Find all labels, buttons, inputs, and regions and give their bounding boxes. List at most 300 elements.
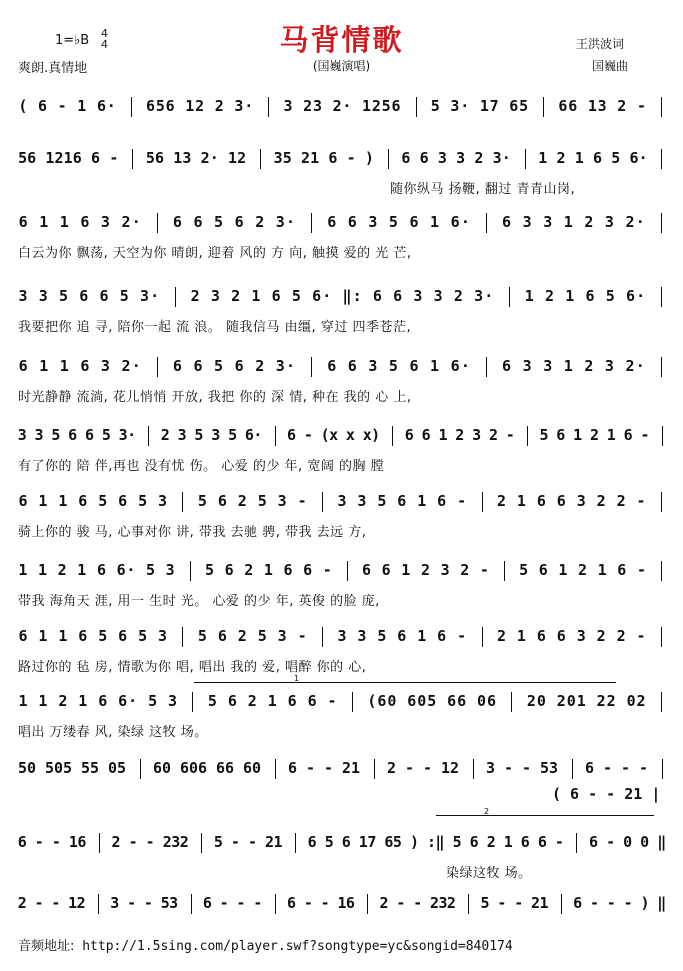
note-glyph: 1 — [440, 759, 451, 777]
note-glyph: - — [514, 894, 524, 912]
note-glyph: 3 — [275, 357, 285, 375]
note-glyph: 6 — [457, 692, 467, 710]
note-glyph: 3 — [368, 213, 378, 231]
note-glyph: · — [253, 426, 263, 444]
note-glyph: 3 — [18, 287, 28, 305]
note-glyph: 2 — [255, 213, 265, 231]
note-glyph: 1 — [417, 627, 427, 645]
note-glyph: ) — [371, 426, 381, 444]
note-glyph: 5 — [18, 149, 28, 167]
note-glyph: 5 — [519, 561, 529, 579]
system-notes — [18, 688, 666, 714]
system-notes — [18, 209, 666, 235]
note-glyph: 6 — [287, 759, 298, 777]
meter-bottom: 4 — [101, 38, 108, 51]
bar-line — [504, 561, 505, 581]
note-glyph: 6 — [469, 833, 479, 851]
note-glyph: 2 — [255, 357, 265, 375]
note-glyph: 2 — [625, 213, 635, 231]
bar-line — [352, 692, 353, 712]
note-glyph: 2 — [596, 692, 606, 710]
note-glyph: 6 — [99, 287, 109, 305]
note-glyph: 3 — [337, 492, 347, 510]
bar-line — [190, 561, 191, 581]
note-glyph: 2 — [386, 759, 397, 777]
note-glyph: 1 — [68, 833, 78, 851]
time-signature — [101, 28, 108, 50]
note-glyph: 5 — [155, 97, 165, 115]
note-glyph: - — [297, 492, 307, 510]
note-glyph: 6 — [307, 692, 317, 710]
note-glyph: 1 — [587, 97, 597, 115]
note-glyph: · — [342, 97, 352, 115]
note-glyph: 1 — [538, 149, 548, 167]
note-glyph: 6 — [80, 213, 90, 231]
note-glyph: 6 — [397, 627, 407, 645]
singer-credit: (国巍演唱) — [312, 59, 371, 73]
bar-line — [132, 149, 133, 169]
note-glyph: · — [128, 692, 138, 710]
note-glyph: 2 — [58, 692, 68, 710]
note-glyph: 6 — [154, 149, 164, 167]
note-glyph: 1 — [251, 287, 261, 305]
note-glyph: 6 — [152, 759, 163, 777]
note-glyph: 6 — [18, 357, 28, 375]
note-glyph: 5 — [427, 692, 437, 710]
note-glyph: ( — [18, 97, 28, 115]
note-glyph: 3 — [158, 492, 168, 510]
note-glyph: 5 — [324, 833, 334, 851]
system-lyrics: 时光静静 流淌, 花儿悄悄 开放, 我把 你的 深 情, 种在 我的 心 上, — [18, 390, 412, 405]
bar-line — [99, 833, 100, 853]
note-glyph: 5 — [119, 287, 129, 305]
note-glyph: 6 — [303, 561, 313, 579]
bar-line — [374, 759, 375, 779]
note-glyph: 6 — [391, 97, 401, 115]
bar-line — [662, 759, 663, 779]
note-glyph: 6 — [397, 492, 407, 510]
note-glyph: - — [636, 561, 646, 579]
bar-line — [131, 97, 132, 117]
audio-url[interactable] — [18, 935, 513, 954]
note-glyph: - — [34, 894, 44, 912]
note-glyph: - — [127, 894, 137, 912]
bar-line — [486, 213, 487, 233]
note-glyph: 3 — [604, 357, 614, 375]
note-glyph: 5 — [611, 149, 621, 167]
bar-line — [473, 759, 474, 779]
bar-line — [191, 894, 192, 914]
note-glyph: 2 — [596, 492, 606, 510]
note-glyph: 1 — [516, 492, 526, 510]
system-lyrics: 路过你的 毡 房, 情歌为你 唱, 唱出 我的 爱, 唱醉 你的 心, — [18, 660, 367, 675]
note-glyph: 1 — [362, 97, 372, 115]
note-glyph: 3 — [210, 287, 220, 305]
note-glyph: 1 — [539, 894, 549, 912]
note-glyph: 5 — [480, 894, 490, 912]
bar-line — [576, 833, 577, 853]
bar-line — [275, 426, 276, 446]
note-glyph: 5 — [44, 759, 55, 777]
note-glyph: 1 — [77, 97, 87, 115]
note-glyph: 5 — [207, 692, 217, 710]
note-glyph: 1 — [524, 287, 534, 305]
note-glyph: - — [253, 894, 263, 912]
system-lyrics: 白云为你 飘荡, 天空为你 晴朗, 迎着 风的 方 向, 触摸 爱的 光 芒, — [18, 246, 412, 261]
note-glyph: - — [247, 833, 257, 851]
note-glyph: - — [143, 894, 153, 912]
note-glyph: 1 — [38, 561, 48, 579]
note-glyph: 1 — [563, 357, 573, 375]
note-glyph: 5 — [388, 213, 398, 231]
note-glyph: 6 — [234, 357, 244, 375]
note-glyph: 6 — [536, 627, 546, 645]
bar-line — [367, 894, 368, 914]
bar-line — [182, 492, 183, 512]
note-glyph: 3 — [474, 287, 484, 305]
system-lyrics: 有了你的 陪 伴,再也 没有忧 伤。 心爱 的少 年, 宽阔 的胸 膛 — [18, 459, 385, 474]
note-glyph: 6 — [401, 149, 411, 167]
note-glyph: 6 — [447, 692, 457, 710]
note-glyph: 1 — [77, 561, 87, 579]
note-glyph: 6 — [347, 213, 357, 231]
note-glyph: 5 — [204, 561, 214, 579]
note-glyph: · — [127, 426, 137, 444]
note-glyph: 3 — [413, 287, 423, 305]
note-glyph: 6 — [96, 97, 106, 115]
note-glyph: 6 — [328, 149, 338, 167]
note-glyph: - — [236, 894, 246, 912]
ending-repeat-open: ( 6 - - 21 | — [552, 785, 661, 803]
note-glyph: ( — [367, 692, 377, 710]
note-glyph: 3 — [273, 149, 283, 167]
note-glyph: 1 — [173, 149, 183, 167]
note-glyph: 3 — [597, 97, 607, 115]
note-glyph: 2 — [488, 426, 498, 444]
note-glyph: · — [322, 287, 332, 305]
note-glyph: - — [413, 894, 423, 912]
note-glyph: 5 — [98, 627, 108, 645]
note-glyph: 6 — [556, 627, 566, 645]
note-glyph: 5 — [51, 426, 61, 444]
note-glyph: ‖ — [657, 833, 667, 851]
bar-line — [525, 149, 526, 169]
note-glyph: 3 — [171, 833, 181, 851]
note-glyph: 3 — [337, 627, 347, 645]
note-glyph: 5 — [228, 426, 238, 444]
note-glyph: - — [320, 894, 330, 912]
bar-line — [661, 287, 662, 307]
note-glyph: 1 — [227, 149, 237, 167]
bar-line — [661, 213, 662, 233]
note-glyph: 6 — [80, 357, 90, 375]
audio-url-link[interactable]: http://1.5sing.com/player.swf?songtype=yc&songid=840174 — [82, 939, 513, 954]
note-glyph: - — [51, 833, 61, 851]
note-glyph: 6 — [347, 357, 357, 375]
note-glyph: 6 — [286, 894, 297, 912]
note-glyph: 5 — [214, 213, 224, 231]
note-glyph: 3 — [438, 894, 448, 912]
bar-line — [527, 426, 528, 446]
note-glyph: 2 — [449, 759, 460, 777]
note-glyph: 3 — [110, 894, 120, 912]
bar-line — [388, 149, 389, 169]
note-glyph: 2 — [617, 97, 627, 115]
system-notes — [18, 755, 666, 781]
bar-line — [509, 287, 510, 307]
note-glyph: - — [34, 833, 44, 851]
note-glyph: 6 — [341, 833, 351, 851]
note-glyph: 1 — [565, 287, 575, 305]
note-glyph: 2 — [556, 692, 566, 710]
note-glyph: 1 — [573, 426, 583, 444]
system-notes — [18, 557, 666, 583]
note-glyph: 1 — [38, 627, 48, 645]
note-glyph: 6 — [217, 492, 227, 510]
bar-line — [416, 97, 417, 117]
note-glyph: 2 — [545, 287, 555, 305]
note-glyph: 3 — [17, 426, 27, 444]
note-glyph: 3 — [312, 97, 322, 115]
note-glyph: 3 — [543, 213, 553, 231]
note-glyph: 2 — [214, 97, 224, 115]
note-glyph: 6 — [227, 692, 237, 710]
bar-line — [661, 97, 662, 117]
note-glyph: 6 — [27, 149, 37, 167]
note-glyph: 2 — [17, 894, 27, 912]
note-glyph: 6 — [419, 149, 429, 167]
system-notes — [18, 283, 666, 309]
lyricist-credit: 王洪波词 — [576, 37, 625, 51]
note-glyph: - — [109, 149, 119, 167]
note-glyph: 6 — [537, 833, 547, 851]
note-glyph: 3 — [522, 213, 532, 231]
note-glyph: - — [323, 759, 334, 777]
note-glyph: 1 — [430, 357, 440, 375]
note-glyph: · — [635, 357, 645, 375]
note-glyph: 0 — [536, 692, 546, 710]
note-glyph: 6 — [568, 97, 578, 115]
note-glyph: · — [460, 357, 470, 375]
note-glyph: 5 — [101, 426, 111, 444]
note-glyph: 1 — [337, 894, 347, 912]
note-glyph: - — [479, 561, 489, 579]
note-glyph: 1 — [430, 213, 440, 231]
note-glyph: 5 — [539, 426, 549, 444]
note-glyph: · — [244, 97, 254, 115]
note-glyph: 2 — [111, 833, 121, 851]
note-glyph: ( — [320, 426, 330, 444]
bar-line — [182, 627, 183, 647]
note-glyph: 3 — [277, 492, 287, 510]
note-glyph: 6 — [85, 426, 95, 444]
note-glyph: 1 — [417, 492, 427, 510]
note-glyph: 5 — [381, 97, 391, 115]
bar-line — [311, 213, 312, 233]
note-glyph: 2 — [420, 561, 430, 579]
note-glyph: 6 — [345, 894, 355, 912]
bar-line — [543, 97, 544, 117]
bar-line — [511, 692, 512, 712]
note-glyph: 2 — [371, 97, 381, 115]
note-glyph: 3 — [182, 149, 192, 167]
note-glyph: - — [422, 759, 433, 777]
note-glyph: 5 — [146, 561, 156, 579]
note-glyph: 3 — [100, 213, 110, 231]
note-glyph: 1 — [45, 149, 55, 167]
note-glyph: 2 — [430, 894, 440, 912]
note-glyph: · — [501, 149, 511, 167]
song-title: 马背情歌 — [279, 23, 404, 57]
note-glyph: 2 — [584, 213, 594, 231]
note-glyph: 1 — [503, 833, 513, 851]
note-glyph: 2 — [455, 426, 465, 444]
note-glyph: 1 — [39, 357, 49, 375]
note-glyph: 6 — [437, 627, 447, 645]
system-lyrics: 我要把你 追 寻, 陪你一起 流 浪。 随我信马 由缰, 穿过 四季苍茫, — [18, 320, 412, 335]
note-glyph: 3 — [277, 627, 287, 645]
note-glyph: 3 — [283, 97, 293, 115]
note-glyph: 1 — [63, 149, 73, 167]
note-glyph: 6 — [197, 759, 208, 777]
note-glyph: · — [286, 357, 296, 375]
note-glyph: 0 — [107, 759, 118, 777]
note-glyph: 2 — [121, 357, 131, 375]
note-glyph: 2 — [237, 492, 247, 510]
note-glyph: - — [305, 759, 316, 777]
bar-line — [572, 759, 573, 779]
note-glyph: x — [329, 426, 339, 444]
note-glyph: 1 — [563, 213, 573, 231]
note-glyph: 1 — [68, 894, 78, 912]
note-glyph: 6 — [407, 692, 417, 710]
note-glyph: 5 — [291, 287, 301, 305]
note-glyph: 5 — [388, 357, 398, 375]
system-notes — [18, 488, 666, 514]
note-glyph: 5 — [89, 759, 100, 777]
note-glyph: 3 — [357, 627, 367, 645]
note-glyph: 3 — [140, 287, 150, 305]
note-glyph: 3 — [576, 627, 586, 645]
note-glyph: 6 — [589, 833, 599, 851]
note-glyph: 6 — [118, 627, 128, 645]
note-glyph: 1 — [185, 97, 195, 115]
note-glyph: - — [396, 894, 406, 912]
note-glyph: 6 — [509, 97, 519, 115]
note-glyph: 5 — [138, 627, 148, 645]
note-glyph: 6 — [202, 894, 212, 912]
note-glyph: 6 — [98, 692, 108, 710]
bar-line — [486, 357, 487, 377]
volta-number: 2 — [484, 807, 490, 816]
note-glyph: 2 — [616, 492, 626, 510]
note-glyph: 5 — [392, 833, 402, 851]
note-glyph: 5 — [138, 492, 148, 510]
note-glyph: 6 — [118, 492, 128, 510]
note-glyph: 6 — [404, 426, 414, 444]
note-glyph: 3 — [38, 287, 48, 305]
note-glyph: 3 — [522, 357, 532, 375]
system-notes — [18, 829, 666, 855]
note-glyph: 6 — [502, 357, 512, 375]
note-glyph: 5 — [80, 759, 91, 777]
note-glyph: 6 — [18, 213, 28, 231]
bar-line — [661, 561, 662, 581]
note-glyph: 3 — [168, 692, 178, 710]
note-glyph: 5 — [197, 492, 207, 510]
note-glyph: 2 — [162, 833, 172, 851]
note-glyph: 0 — [626, 692, 636, 710]
note-glyph: · — [460, 213, 470, 231]
note-glyph: 6 — [91, 149, 101, 167]
note-glyph: - — [636, 627, 646, 645]
note-glyph: 2 — [265, 833, 275, 851]
note-glyph: 6 — [72, 149, 82, 167]
note-glyph: - — [327, 692, 337, 710]
note-glyph: 2 — [446, 894, 456, 912]
note-glyph: 1 — [273, 833, 283, 851]
note-glyph: 6 — [68, 426, 78, 444]
note-glyph: 6 — [393, 287, 403, 305]
note-glyph: 6 — [234, 213, 244, 231]
bar-line — [140, 759, 141, 779]
note-glyph: 1 — [576, 692, 586, 710]
bar-line — [275, 759, 276, 779]
note-glyph: 5 — [257, 627, 267, 645]
note-glyph: 5 — [214, 357, 224, 375]
note-glyph: 6 — [362, 561, 372, 579]
note-glyph: 0 — [251, 759, 262, 777]
note-glyph: 6 — [384, 833, 394, 851]
note-glyph: 3 — [177, 426, 187, 444]
performance-style: 爽朗.真情地 — [18, 61, 88, 76]
note-glyph: 5 — [213, 833, 223, 851]
note-glyph: 1 — [18, 692, 28, 710]
note-glyph: 6 — [312, 287, 322, 305]
note-glyph: 6 — [626, 287, 636, 305]
note-glyph: - — [521, 759, 532, 777]
note-glyph: 5 — [116, 759, 127, 777]
note-glyph: - — [128, 833, 138, 851]
note-glyph: 3 — [165, 561, 175, 579]
note-glyph: 2 — [625, 357, 635, 375]
note-glyph: 6 — [409, 357, 419, 375]
note-glyph: 3 — [492, 149, 502, 167]
bar-line — [311, 357, 312, 377]
note-glyph: 1 — [267, 692, 277, 710]
bar-line — [268, 97, 269, 117]
note-glyph: 6 — [327, 357, 337, 375]
note-glyph: 0 — [26, 759, 37, 777]
note-glyph: 3 — [34, 426, 44, 444]
note-glyph: 1 — [438, 426, 448, 444]
note-glyph: 1 — [39, 213, 49, 231]
note-glyph: · — [131, 213, 141, 231]
note-glyph: 0 — [623, 833, 633, 851]
note-glyph: · — [106, 97, 116, 115]
note-glyph: 0 — [387, 692, 397, 710]
note-glyph: 6 — [172, 357, 182, 375]
note-glyph: 5 — [377, 492, 387, 510]
note-glyph: x — [345, 426, 355, 444]
note-glyph: 1 — [263, 561, 273, 579]
bar-line — [157, 213, 158, 233]
note-glyph: 5 — [194, 426, 204, 444]
note-glyph: 5 — [148, 692, 158, 710]
system-lyrics: 随你纵马 扬鞭, 翻过 青青山岗, — [390, 182, 576, 197]
note-glyph: - — [640, 426, 650, 444]
note-glyph: 6 — [307, 833, 317, 851]
